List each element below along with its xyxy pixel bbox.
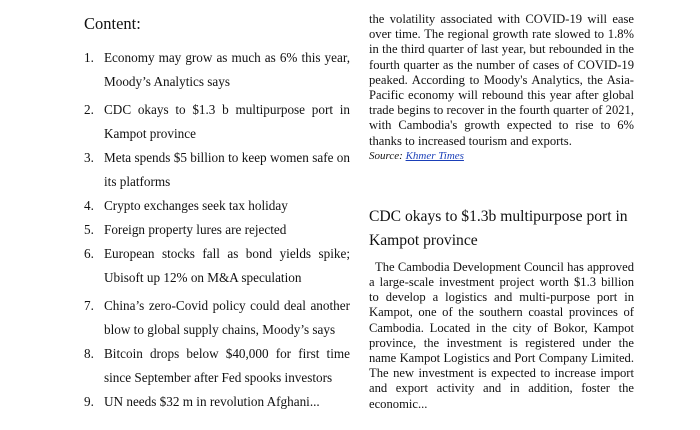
contents-list <box>84 46 350 414</box>
list-item <box>84 218 350 242</box>
item-text: Bitcoin drops below $40,000 for first time since September after Fed spooks investors <box>104 346 350 385</box>
item-text: Economy may grow as much as 6% this year, Moody’s Analytics says <box>104 50 350 89</box>
article-paragraph: the volatility associated with COVID-19 will ease over time. The regional growth rate slowed to 1.8% in the third quarter of last year, but rebounded in the fourth quarter as the number of cases of COVID-19 peaked. According to Moody's Analytics, the Asia-Pacific economy will rebound this year after global trade begins to recover in the fourth quarter of 2021, with Cambodia's growth expected to rise to 6% thanks to increased tourism and exports. <box>369 12 634 148</box>
list-item <box>84 342 350 390</box>
item-number: 1. <box>84 50 94 65</box>
article-column <box>369 12 634 412</box>
item-number: 6. <box>84 246 94 261</box>
contents-column <box>84 14 350 414</box>
list-item <box>84 46 350 94</box>
item-number: 3. <box>84 150 94 165</box>
item-number: 5. <box>84 222 94 237</box>
item-text: European stocks fall as bond yields spike; Ubisoft up 12% on M&A speculation <box>104 246 350 285</box>
list-item <box>84 390 350 414</box>
content-heading: Content: <box>84 14 141 33</box>
item-text: UN needs $32 m in revolution Afghani... <box>104 394 320 409</box>
item-text: Meta spends $5 billion to keep women safe on its platforms <box>104 150 350 189</box>
list-item <box>84 146 350 194</box>
source-line <box>369 150 634 162</box>
list-item <box>84 242 350 290</box>
source-link[interactable]: Khmer Times <box>405 149 464 162</box>
list-item <box>84 294 350 342</box>
item-number: 2. <box>84 102 94 117</box>
section-title: CDC okays to $1.3b multipurpose port in Kampot province <box>369 207 628 249</box>
list-item <box>84 98 350 146</box>
list-item <box>84 194 350 218</box>
item-number: 9. <box>84 394 94 409</box>
item-number: 4. <box>84 198 94 213</box>
item-text: CDC okays to $1.3 b multipurpose port in Kampot province <box>104 102 350 141</box>
item-text: Foreign property lures are rejected <box>104 222 287 237</box>
article-paragraph: The Cambodia Development Council has approved a large-scale investment project worth $1.3 billion to develop a logistics and multi-purpose port in Kampot, one of the southern coastal provinces of Cambodia. Located in the city of Bokor, Kampot province, the investment is registered under the name Kampot Logistics and Port Company Limited. The new investment is expected to increase import and export activity and in addition, foster the economic... <box>369 259 634 411</box>
item-text: Crypto exchanges seek tax holiday <box>104 198 288 213</box>
item-text: China’s zero-Covid policy could deal another blow to global supply chains, Moody’s says <box>104 298 350 337</box>
source-label: Source: <box>369 149 403 162</box>
item-number: 7. <box>84 298 94 313</box>
item-number: 8. <box>84 346 94 361</box>
